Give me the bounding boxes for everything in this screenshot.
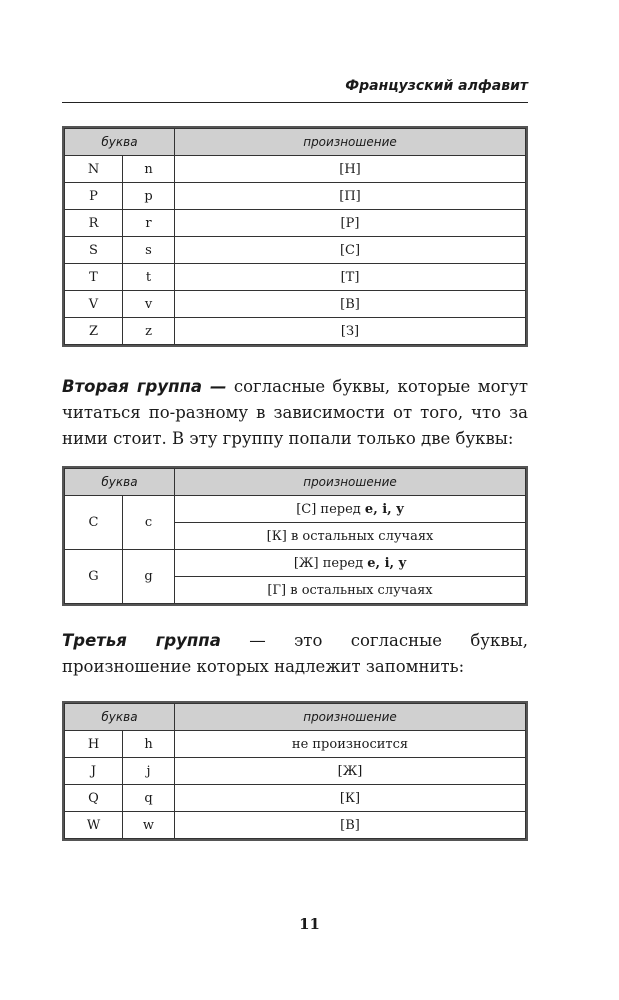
header-letter: буква <box>65 704 175 731</box>
paragraph-third-group <box>62 628 528 680</box>
letter-lower: s <box>123 237 175 264</box>
third-group-lead: Третья группа <box>62 631 221 650</box>
letter-upper: R <box>65 210 123 237</box>
pronunciation-cell: не произносится <box>175 731 526 758</box>
pron-prefix: [С] перед <box>296 501 365 517</box>
pronunciation-cell <box>175 496 526 523</box>
letter-upper: Q <box>65 785 123 812</box>
letter-lower: p <box>123 183 175 210</box>
letter-upper: W <box>65 812 123 839</box>
header-rule <box>62 102 528 103</box>
second-group-lead: Вторая группа — <box>62 377 227 396</box>
pronunciation-cell: [В] <box>175 812 526 839</box>
consonants-table-1 <box>62 126 528 347</box>
running-header: Французский алфавит <box>345 78 528 94</box>
letter-lower: j <box>123 758 175 785</box>
table-row <box>65 237 526 264</box>
table-row <box>65 550 526 577</box>
header-letter: буква <box>65 129 175 156</box>
pronunciation-cell: [С] <box>175 237 526 264</box>
letter-lower: c <box>123 496 175 550</box>
pronunciation-cell: [В] <box>175 291 526 318</box>
pronunciation-cell: [Ж] <box>175 758 526 785</box>
header-pronunciation: произношение <box>175 129 526 156</box>
letter-upper: H <box>65 731 123 758</box>
table-row <box>65 731 526 758</box>
table-row <box>65 210 526 237</box>
third-group-text: — это согласные буквы, произношение которых надлежит запомнить: <box>62 631 528 676</box>
table-row <box>65 812 526 839</box>
table-row <box>65 318 526 345</box>
letter-upper: J <box>65 758 123 785</box>
letter-lower: q <box>123 785 175 812</box>
header-pronunciation: произношение <box>175 469 526 496</box>
letter-lower: h <box>123 731 175 758</box>
letter-lower: n <box>123 156 175 183</box>
consonants-table-2 <box>62 466 528 606</box>
second-group-text: согласные буквы, которые могут читаться по-разному в зависимости от того, что за ними стоит. В эту группу попали только две буквы: <box>62 377 528 448</box>
letter-lower: t <box>123 264 175 291</box>
paragraph-second-group <box>62 374 528 452</box>
letter-lower: v <box>123 291 175 318</box>
pronunciation-cell: [К] в остальных случаях <box>175 523 526 550</box>
table-row <box>65 758 526 785</box>
pronunciation-cell: [П] <box>175 183 526 210</box>
pronunciation-cell: [Г] в остальных случаях <box>175 577 526 604</box>
letter-upper: T <box>65 264 123 291</box>
letter-lower: z <box>123 318 175 345</box>
letter-upper: G <box>65 550 123 604</box>
pron-letters: e, i, y <box>364 501 404 517</box>
table-row <box>65 183 526 210</box>
table-row <box>65 785 526 812</box>
pronunciation-cell: [З] <box>175 318 526 345</box>
letter-upper: Z <box>65 318 123 345</box>
letter-lower: r <box>123 210 175 237</box>
pron-prefix: [Ж] перед <box>293 555 368 571</box>
pron-letters: e, i, y <box>367 555 407 571</box>
page-number: 11 <box>299 915 320 933</box>
pronunciation-cell: [Р] <box>175 210 526 237</box>
pronunciation-cell: [Т] <box>175 264 526 291</box>
table-row <box>65 496 526 523</box>
letter-lower: w <box>123 812 175 839</box>
letter-upper: N <box>65 156 123 183</box>
header-letter: буква <box>65 469 175 496</box>
letter-upper: S <box>65 237 123 264</box>
letter-upper: C <box>65 496 123 550</box>
letter-upper: V <box>65 291 123 318</box>
table-row <box>65 156 526 183</box>
pronunciation-cell: [Н] <box>175 156 526 183</box>
pronunciation-cell <box>175 550 526 577</box>
consonants-table-3 <box>62 701 528 841</box>
letter-lower: g <box>123 550 175 604</box>
table-row <box>65 291 526 318</box>
letter-upper: P <box>65 183 123 210</box>
pronunciation-cell: [К] <box>175 785 526 812</box>
table-row <box>65 264 526 291</box>
header-pronunciation: произношение <box>175 704 526 731</box>
